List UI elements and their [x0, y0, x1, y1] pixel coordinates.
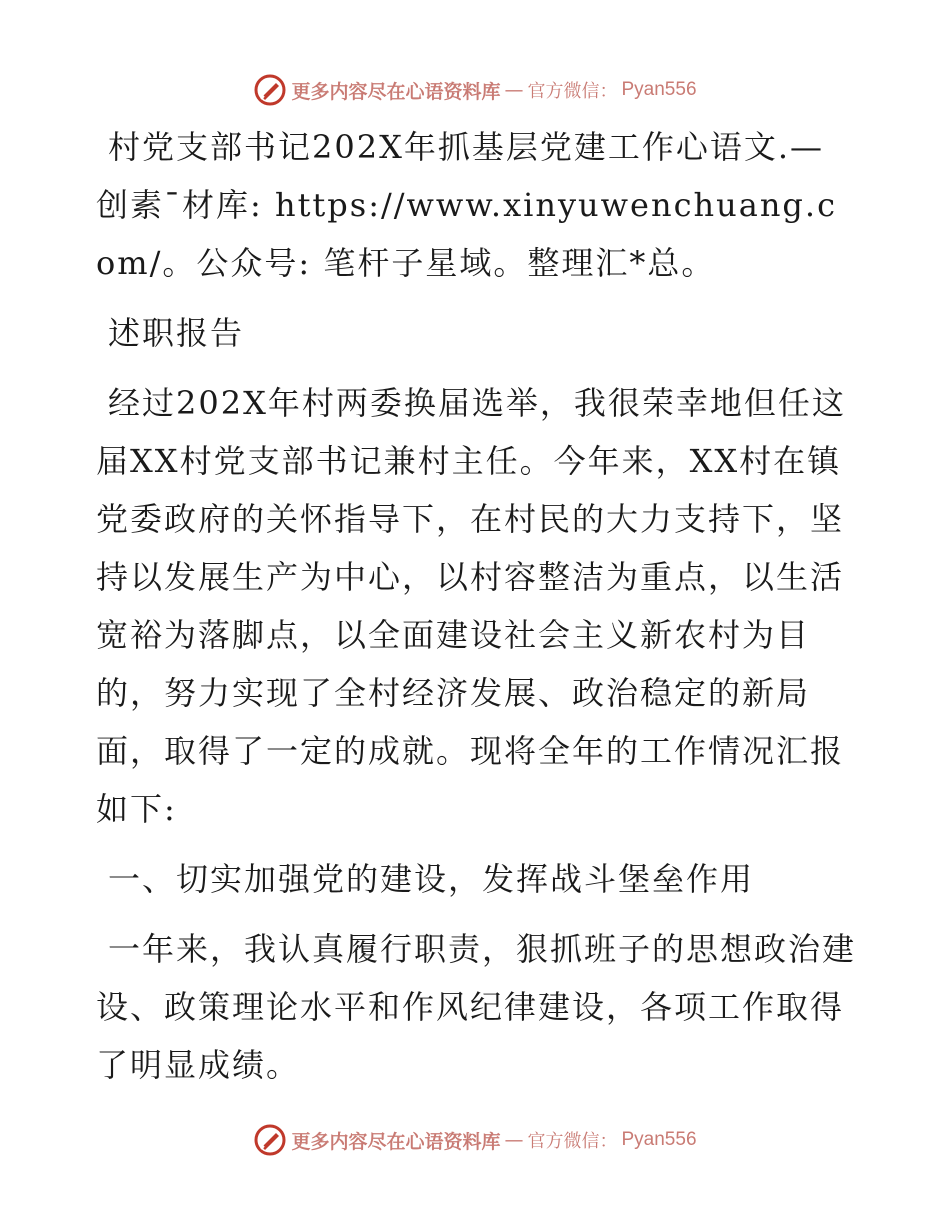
- quill-seal-icon: [253, 73, 287, 107]
- section1-body-text: 一年来，我认真履行职责，狠抓班子的思想政治建设、政策理论水平和作风纪律建设，各项工作取得了明显成绩。: [96, 930, 857, 1084]
- header-banner: [0, 70, 950, 110]
- banner-sub-text: 官方微信：: [527, 1131, 618, 1152]
- quill-seal-icon: [253, 1123, 287, 1157]
- banner-wechat-id: Pyan556: [621, 1129, 697, 1150]
- banner-sub-text: 官方微信：: [527, 81, 618, 102]
- title-text: 述职报告: [108, 314, 245, 352]
- section1-heading-text: 一、切实加强党的建设，发挥战斗堡垒作用: [108, 860, 755, 898]
- intro-text: 经过202X年村两委换届选举，我很荣幸地但任这届XX村党支部书记兼村主任。今年来，XX村在镇党委政府的关怀指导下，在村民的大力支持下，坚持以发展生产为中心，以村容整洁为重点，以生活宽裕为落脚点，以全面建设社会主义新农村为目的，努力实现了全村经济发展、政治稳定的新局面，取得了一定的成就。现将全年的工作情况汇报如下:: [96, 384, 846, 828]
- document-header-note: [96, 118, 856, 292]
- banner-wechat-id: Pyan556: [621, 79, 697, 100]
- document-title: [96, 304, 856, 362]
- header-text: 村党支部书记202X年抓基层党建工作心语文.—创素¯材库: https://www.xinyuwenchuang.com/。公众号: 笔杆子星域。整理汇*总。: [96, 128, 838, 282]
- banner-main-text: 更多内容尽在心语资料库: [291, 1130, 501, 1153]
- footer-banner: [0, 1120, 950, 1160]
- section-heading: [96, 850, 856, 908]
- banner-separator: —: [504, 79, 524, 101]
- banner-separator: —: [504, 1129, 524, 1151]
- banner-main-text: 更多内容尽在心语资料库: [291, 80, 501, 103]
- section-paragraph: [96, 920, 856, 1094]
- intro-paragraph: [96, 374, 856, 838]
- document-body: [96, 118, 856, 1106]
